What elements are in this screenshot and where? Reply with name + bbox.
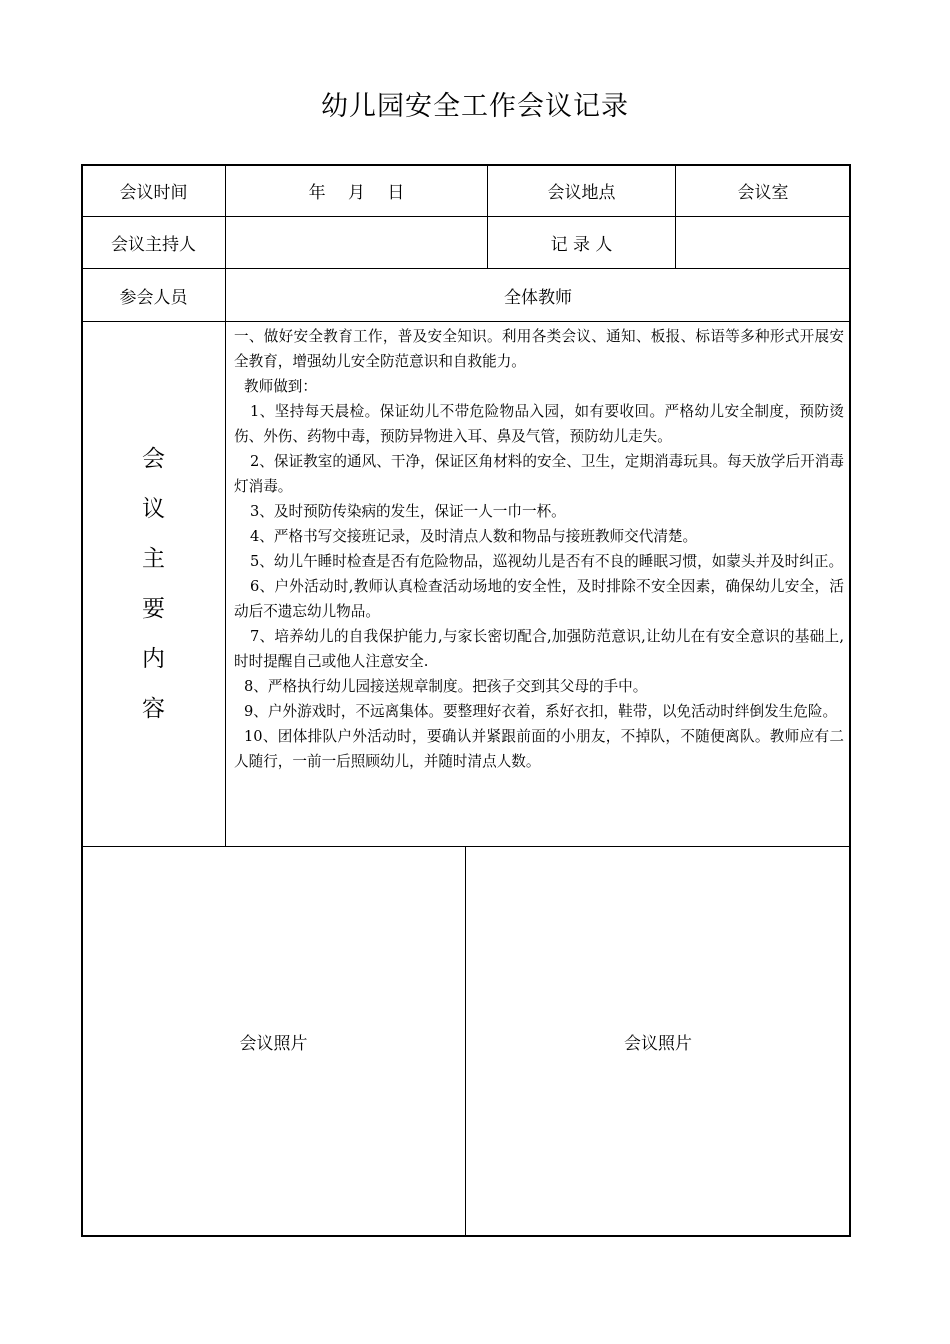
main-content-label-char: 会 [142,446,165,472]
content-paragraph: 1、坚持每天晨检。保证幼儿不带危险物品入园，如有要收回。严格幼儿安全制度，预防烫伤、外伤、药物中毒，预防异物进入耳、鼻及气管，预防幼儿走失。 [234,403,844,445]
meeting-time-value: 年 月 日 [308,183,405,203]
content-paragraph: 9、户外游戏时，不远离集体。要整理好衣着，系好衣扣，鞋带，以免活动时绊倒发生危险。 [244,703,838,720]
main-content-label-char: 容 [142,696,165,722]
content-paragraph: 4、严格书写交接班记录，及时清点人数和物品与接班教师交代清楚。 [250,528,698,545]
page-title: 幼儿园安全工作会议记录 [321,91,629,122]
content-paragraph: 2、保证教室的通风、干净，保证区角材料的安全、卫生，定期消毒玩具。每天放学后开消毒灯消毒。 [234,453,844,495]
content-paragraph: 10、团体排队户外活动时，要确认并紧跟前面的小朋友，不掉队，不随便离队。教师应有二人随行，一前一后照顾幼儿，并随时清点人数。 [234,728,844,770]
attendees-value: 全体教师 [504,287,572,308]
meeting-host-value [226,217,487,268]
content-paragraph: 7、培养幼儿的自我保护能力,与家长密切配合,加强防范意识,让幼儿在有安全意识的基础上,时时提醒自己或他人注意安全. [234,628,844,670]
meeting-photo-left: 会议照片 [239,1034,308,1054]
main-content-body [234,324,844,774]
main-content-label-char: 内 [142,646,165,672]
content-paragraph: 6、户外活动时,教师认真检查活动场地的安全性，及时排除不安全因素，确保幼儿安全，活动后不遗忘幼儿物品。 [234,578,844,620]
recorder-value [676,217,850,268]
meeting-time-label: 会议时间 [119,183,188,203]
meeting-photo-right: 会议照片 [624,1034,692,1054]
main-content-label-char: 议 [142,496,165,522]
attendees-label: 参会人员 [119,287,188,308]
content-paragraph: 5、幼儿午睡时检查是否有危险物品，巡视幼儿是否有不良的睡眠习惯，如蒙头并及时纠正。 [250,553,844,570]
content-paragraph: 3、及时预防传染病的发生，保证一人一巾一杯。 [250,503,566,520]
content-paragraph: 8、严格执行幼儿园接送规章制度。把孩子交到其父母的手中。 [244,678,648,695]
recorder-label: 记 录 人 [550,235,613,255]
content-paragraph: 一、做好安全教育工作，普及安全知识。利用各类会议、通知、板报、标语等多种形式开展安全教育，增强幼儿安全防范意识和自救能力。 [234,328,844,370]
main-content-label [82,322,225,846]
meeting-host-label: 会议主持人 [111,235,196,255]
main-content-label-char: 主 [142,546,165,572]
meeting-place-label: 会议地点 [547,183,616,203]
main-content-label-char: 要 [142,596,165,622]
meeting-place-value: 会议室 [737,183,789,203]
content-paragraph: 教师做到： [244,378,317,395]
